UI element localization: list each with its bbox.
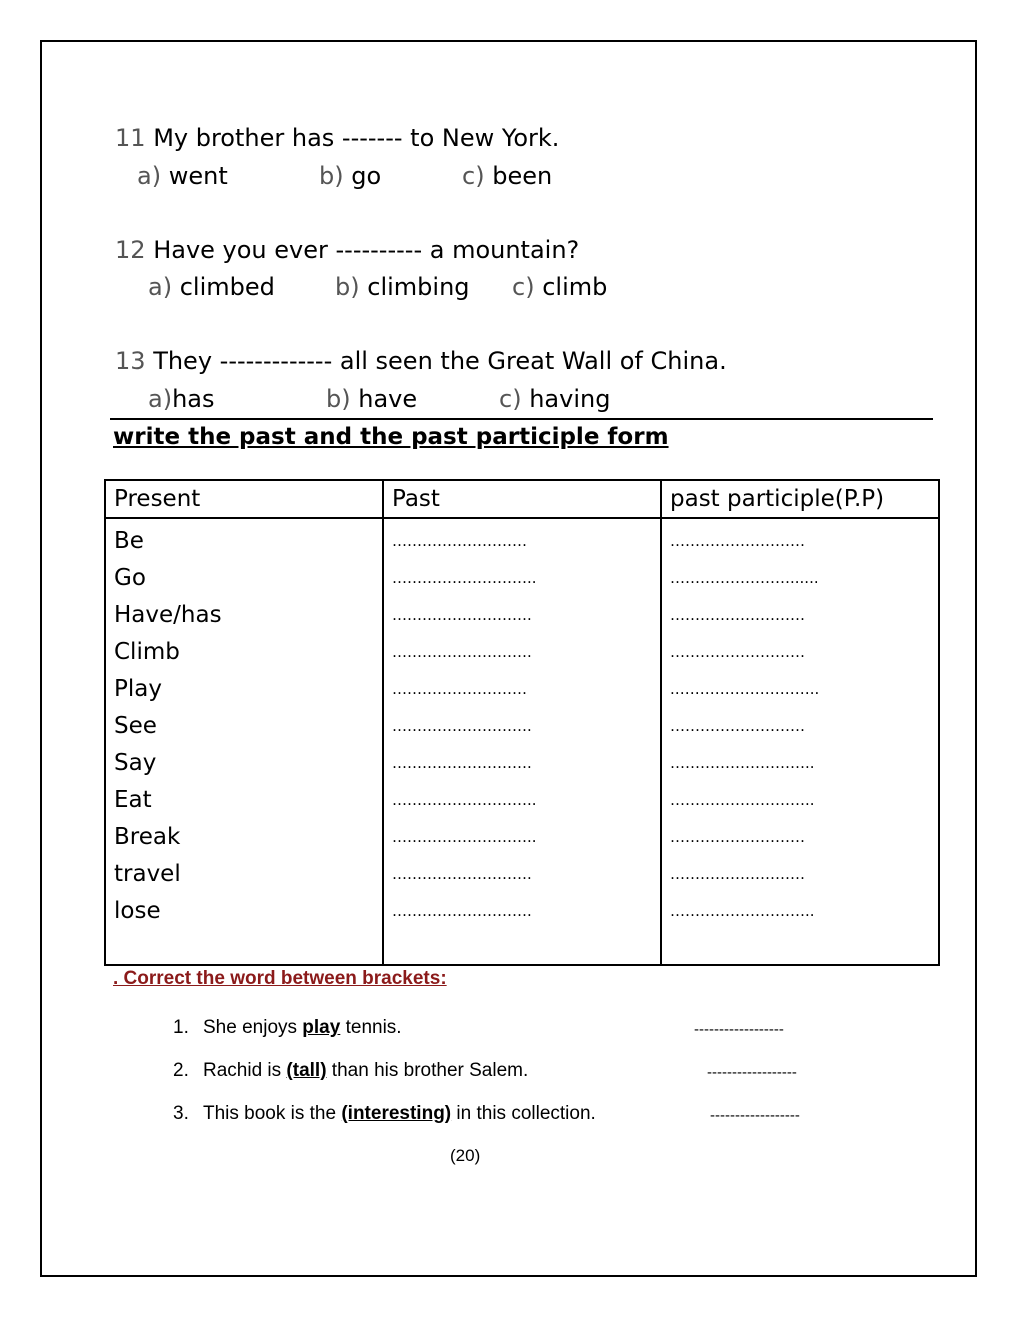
question-number: 12 bbox=[115, 236, 146, 264]
option-b: b) climbing bbox=[335, 273, 470, 301]
verb-present: Be bbox=[114, 528, 144, 554]
option-b: b) go bbox=[319, 162, 382, 190]
past-answer-blank[interactable]: ……………………… bbox=[392, 680, 527, 698]
section-title: write the past and the past participle form bbox=[113, 424, 669, 450]
past-answer-blank[interactable]: ………………………. bbox=[392, 606, 532, 624]
verb-present: lose bbox=[114, 898, 161, 924]
past-answer-blank[interactable]: ………………………. bbox=[392, 754, 532, 772]
question-stem: Have you ever ---------- a mountain? bbox=[153, 236, 580, 264]
past-answer-blank[interactable]: ……………………….. bbox=[392, 828, 537, 846]
past-answer-blank[interactable]: ……………………… bbox=[392, 532, 527, 550]
question-12 bbox=[115, 236, 579, 264]
correct-section-title: . Correct the word between brackets: bbox=[113, 968, 447, 989]
pp-answer-blank[interactable]: ……………………… bbox=[670, 828, 805, 846]
page-number: (20) bbox=[450, 1146, 481, 1165]
bracket-word: play bbox=[302, 1017, 341, 1038]
correct-item: 1. She enjoys play tennis. bbox=[173, 1017, 402, 1038]
option-c: c) having bbox=[499, 385, 611, 413]
pp-answer-blank[interactable]: ……………………… bbox=[670, 606, 805, 624]
pp-column[interactable] bbox=[661, 518, 939, 965]
past-answer-blank[interactable]: ………………………. bbox=[392, 902, 532, 920]
past-answer-blank[interactable]: ………………………. bbox=[392, 717, 532, 735]
option-a: a)has bbox=[148, 385, 215, 413]
verb-present: Climb bbox=[114, 639, 180, 665]
divider bbox=[110, 418, 933, 420]
pp-answer-blank[interactable]: .……………………….. bbox=[670, 680, 820, 698]
past-answer-blank[interactable]: ………………………. bbox=[392, 865, 532, 883]
answer-blank[interactable]: ------------------ bbox=[694, 1021, 784, 1038]
pp-answer-blank[interactable]: ……………………….. bbox=[670, 791, 815, 809]
past-column[interactable] bbox=[383, 518, 661, 965]
verb-present: Play bbox=[114, 676, 162, 702]
question-number: 11 bbox=[115, 124, 146, 152]
verb-table bbox=[104, 479, 940, 966]
pp-answer-blank[interactable]: ……………………… bbox=[670, 643, 805, 661]
verb-present: See bbox=[114, 713, 157, 739]
table-body-row bbox=[105, 518, 939, 965]
pp-answer-blank[interactable]: ……………………...... bbox=[670, 569, 819, 587]
answer-blank[interactable]: ------------------ bbox=[710, 1107, 800, 1124]
past-answer-blank[interactable]: ……………………….. bbox=[392, 569, 537, 587]
option-a: a) went bbox=[137, 162, 228, 190]
question-stem: My brother has ------- to New York. bbox=[153, 124, 560, 152]
pp-answer-blank[interactable]: ……………………….. bbox=[670, 902, 815, 920]
header-present: Present bbox=[105, 480, 383, 518]
table-header-row bbox=[105, 480, 939, 518]
verb-present: Say bbox=[114, 750, 157, 776]
option-b: b) have bbox=[326, 385, 418, 413]
option-c: c) been bbox=[462, 162, 553, 190]
pp-answer-blank[interactable]: ……………………… bbox=[670, 865, 805, 883]
verb-present: Break bbox=[114, 824, 181, 850]
verb-present: travel bbox=[114, 861, 181, 887]
option-c: c) climb bbox=[512, 273, 608, 301]
pp-answer-blank[interactable]: ……………………….. bbox=[670, 754, 815, 772]
verb-present: Go bbox=[114, 565, 146, 591]
past-answer-blank[interactable]: ………………………. bbox=[392, 643, 532, 661]
pp-answer-blank[interactable]: ……………………… bbox=[670, 717, 805, 735]
correct-item: 2. Rachid is (tall) than his brother Salem. bbox=[173, 1060, 529, 1081]
option-a: a) climbed bbox=[148, 273, 275, 301]
answer-blank[interactable]: ------------------ bbox=[707, 1064, 797, 1081]
header-past: Past bbox=[383, 480, 661, 518]
past-answer-blank[interactable]: ……………………….. bbox=[392, 791, 537, 809]
pp-answer-blank[interactable]: ……………………… bbox=[670, 532, 805, 550]
question-13 bbox=[115, 347, 727, 375]
question-number: 13 bbox=[115, 347, 146, 375]
question-stem: They ------------- all seen the Great Wall of China. bbox=[153, 347, 727, 375]
verb-present: Eat bbox=[114, 787, 152, 813]
question-11 bbox=[115, 124, 559, 152]
bracket-word: (tall) bbox=[286, 1060, 327, 1081]
bracket-word: (interesting) bbox=[341, 1103, 452, 1124]
header-past-participle: past participle(P.P) bbox=[661, 480, 939, 518]
correct-item: 3. This book is the (interesting) in this collection. bbox=[173, 1103, 596, 1124]
present-column bbox=[105, 518, 383, 965]
verb-present: Have/has bbox=[114, 602, 222, 628]
